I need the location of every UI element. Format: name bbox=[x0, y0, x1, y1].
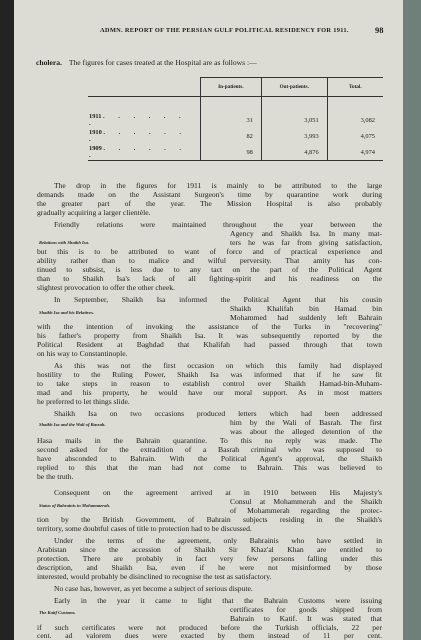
leader-dots: . . . . . . . bbox=[89, 129, 187, 143]
text-line: gradually acquiring a larger clientèle. bbox=[37, 208, 151, 217]
table-row bbox=[88, 144, 383, 161]
text-line: hostility to the Ruling Power, Shaikh Isa was informed that if he saw fit bbox=[37, 370, 382, 379]
text-line: Early in the year it came to light that the Bahrain Customs were issuing bbox=[54, 596, 382, 605]
text-line: Friendly relations were maintained throughout the year between the bbox=[54, 220, 382, 229]
row-inpatients: 82 bbox=[200, 128, 261, 144]
text-line: Consul at Mohammerah and the Shaikh bbox=[230, 497, 382, 506]
col-outpatients: Out-patients. bbox=[261, 78, 327, 97]
text-line: replied to this that the man had not come to Bahrain. This was believed to bbox=[37, 463, 382, 472]
text-line: description, and Shaikh Isa, even if he were not misinformed by those bbox=[37, 563, 382, 572]
text-line: ability rather than to malice and wilful perversity. That amity has con- bbox=[37, 256, 382, 265]
text-line: Shaikh Khalifah bin Hamad bin bbox=[230, 304, 382, 313]
text-line: As this was not the first occasion on which this family had displayed bbox=[54, 361, 382, 370]
row-inpatients: 98 bbox=[200, 144, 261, 161]
hospital-table bbox=[88, 77, 383, 161]
text-line: the greater part of the year. The Mission Hospital is also probably bbox=[37, 199, 382, 208]
text-line: with the intention of invoking the assistance of the Turks in "recovering" bbox=[37, 322, 382, 331]
text-line: demands made on the Assistant Surgeon's time by quarantine work during bbox=[37, 190, 382, 199]
margin-note: Shaikh Isa and the Wali of Basrah. bbox=[39, 422, 106, 427]
text-line: slightest provocation to offer the other cheek. bbox=[37, 283, 175, 292]
col-total: Total. bbox=[327, 78, 383, 97]
text-line: be the truth. bbox=[37, 472, 74, 481]
text-line: certificates for goods shipped from bbox=[230, 605, 382, 614]
text-line: Consequent on the agreement arrived at in 1910 between His Majesty's bbox=[54, 488, 382, 497]
text-line: of Mohammerah regarding the protec- bbox=[230, 506, 382, 515]
table-row bbox=[88, 112, 383, 128]
text-line: Agency and Shaikh Isa. In many mat- bbox=[230, 229, 382, 238]
text-line: cent. ad valorem dues were exacted by them instead of 11 per cent. bbox=[37, 631, 382, 640]
running-title: ADMN. REPORT OF THE PERSIAN GULF POLITICAL RESIDENCY FOR 1911. bbox=[100, 27, 349, 34]
text-line: ters he was far from giving satisfaction, bbox=[230, 238, 382, 247]
intro-lead: cholera. bbox=[36, 58, 62, 67]
row-inpatients: 31 bbox=[200, 112, 261, 128]
text-line: his father's property from Shaikh Isa. It was subsequently reported by the bbox=[37, 331, 382, 340]
row-year: 1911 bbox=[89, 113, 102, 120]
text-line: protection. There are probably in fact very few persons falling under this bbox=[37, 554, 382, 563]
text-line: he preferred to let things slide. bbox=[37, 397, 130, 406]
text-line: tion by the British Government, of Bahrain subjects residing in the Shaikh's bbox=[37, 515, 382, 524]
text-line: Shaikh Isa on two occasions produced letters which had been addressed bbox=[54, 409, 382, 418]
table-row bbox=[88, 128, 383, 144]
running-head bbox=[14, 27, 403, 39]
text-line: interested, would probably be disinclined to recognise the test as satisfactory. bbox=[37, 572, 272, 581]
text-line: if such certificates were not produced before the Turkish officials, 22 per bbox=[37, 623, 382, 632]
text-line: In September, Shaikh Isa informed the Political Agent that his cousin bbox=[54, 295, 382, 304]
text-line: Mohammed had suddenly left Bahrain bbox=[230, 313, 382, 322]
text-line: territory, some doubtful cases of title to protection had to be discussed. bbox=[37, 524, 252, 533]
text-line: The drop in the figures for 1911 is mainly to be attributed to the large bbox=[54, 181, 382, 190]
text-line: No case has, however, as yet become a subject of serious dispute. bbox=[54, 584, 253, 593]
row-total: 3,082 bbox=[327, 112, 383, 128]
row-total: 4,075 bbox=[327, 128, 383, 144]
row-total: 4,974 bbox=[327, 144, 383, 161]
page-edge bbox=[403, 0, 421, 640]
text-line: second asked for the extradition of a Basrah criminal who was supposed to bbox=[37, 445, 382, 454]
text-line: him by the Wali of Basrah. The first bbox=[230, 418, 382, 427]
margin-note: Status of Bahrainis in Mohammerah. bbox=[39, 503, 111, 508]
leader-dots: . . . . . . . bbox=[89, 145, 187, 159]
row-year: 1909 bbox=[89, 145, 102, 152]
row-year: 1910 bbox=[89, 129, 102, 136]
document-page bbox=[14, 0, 403, 640]
text-line: mad and his property, he would have our moral support. As in most matters bbox=[37, 388, 382, 397]
text-line: Under the terms of the agreement, only Bahrainis who have settled in bbox=[54, 536, 382, 545]
text-line: have absconded to Bahrain. With the Political Agent's approval, the Shaikh bbox=[37, 454, 382, 463]
text-line: Hasa mails in the Bahrain quarantine. To this no reply was made. The bbox=[37, 436, 382, 445]
text-line: was about the alleged detention of the bbox=[230, 427, 382, 436]
text-line: than to Shaikh Isa's lack of all fighting-spirit and his readiness on the bbox=[37, 274, 382, 283]
margin-note: Shaikh Isa and his Relatives. bbox=[39, 310, 95, 315]
page-number: 98 bbox=[375, 25, 384, 35]
text-line: but this is to be attributed to want of force and of practical experience and bbox=[37, 247, 382, 256]
text-line: tinued to subsist, is less due to any tact on the part of the Political Agent bbox=[37, 265, 382, 274]
margin-note: The Katif Customs. bbox=[39, 610, 76, 615]
leader-dots: . . . . . . . bbox=[89, 113, 187, 127]
text-line: Political Resident at Baghdad that Khalifah had passed through that town bbox=[37, 340, 382, 349]
intro-line bbox=[36, 58, 380, 67]
text-line: on his way to Constantinople. bbox=[37, 349, 128, 358]
text-line: Bahrain to Katif. It was stated that bbox=[230, 614, 382, 623]
row-outpatients: 4,876 bbox=[261, 144, 327, 161]
margin-note: Relations with Shaikh Isa. bbox=[39, 240, 90, 245]
col-inpatients: In-patients. bbox=[200, 78, 261, 97]
text-line: to take steps in reason to establish control over Shaikh Hamad-bin-Muham- bbox=[37, 379, 382, 388]
intro-text: The figures for cases treated at the Hospital are as follows :— bbox=[68, 58, 257, 67]
row-outpatients: 3,993 bbox=[261, 128, 327, 144]
table-header-row bbox=[88, 78, 383, 97]
text-line: Arabistan since the accession of Shaikh Sir Khaz'al Khan are entitled to bbox=[37, 545, 382, 554]
row-outpatients: 3,051 bbox=[261, 112, 327, 128]
